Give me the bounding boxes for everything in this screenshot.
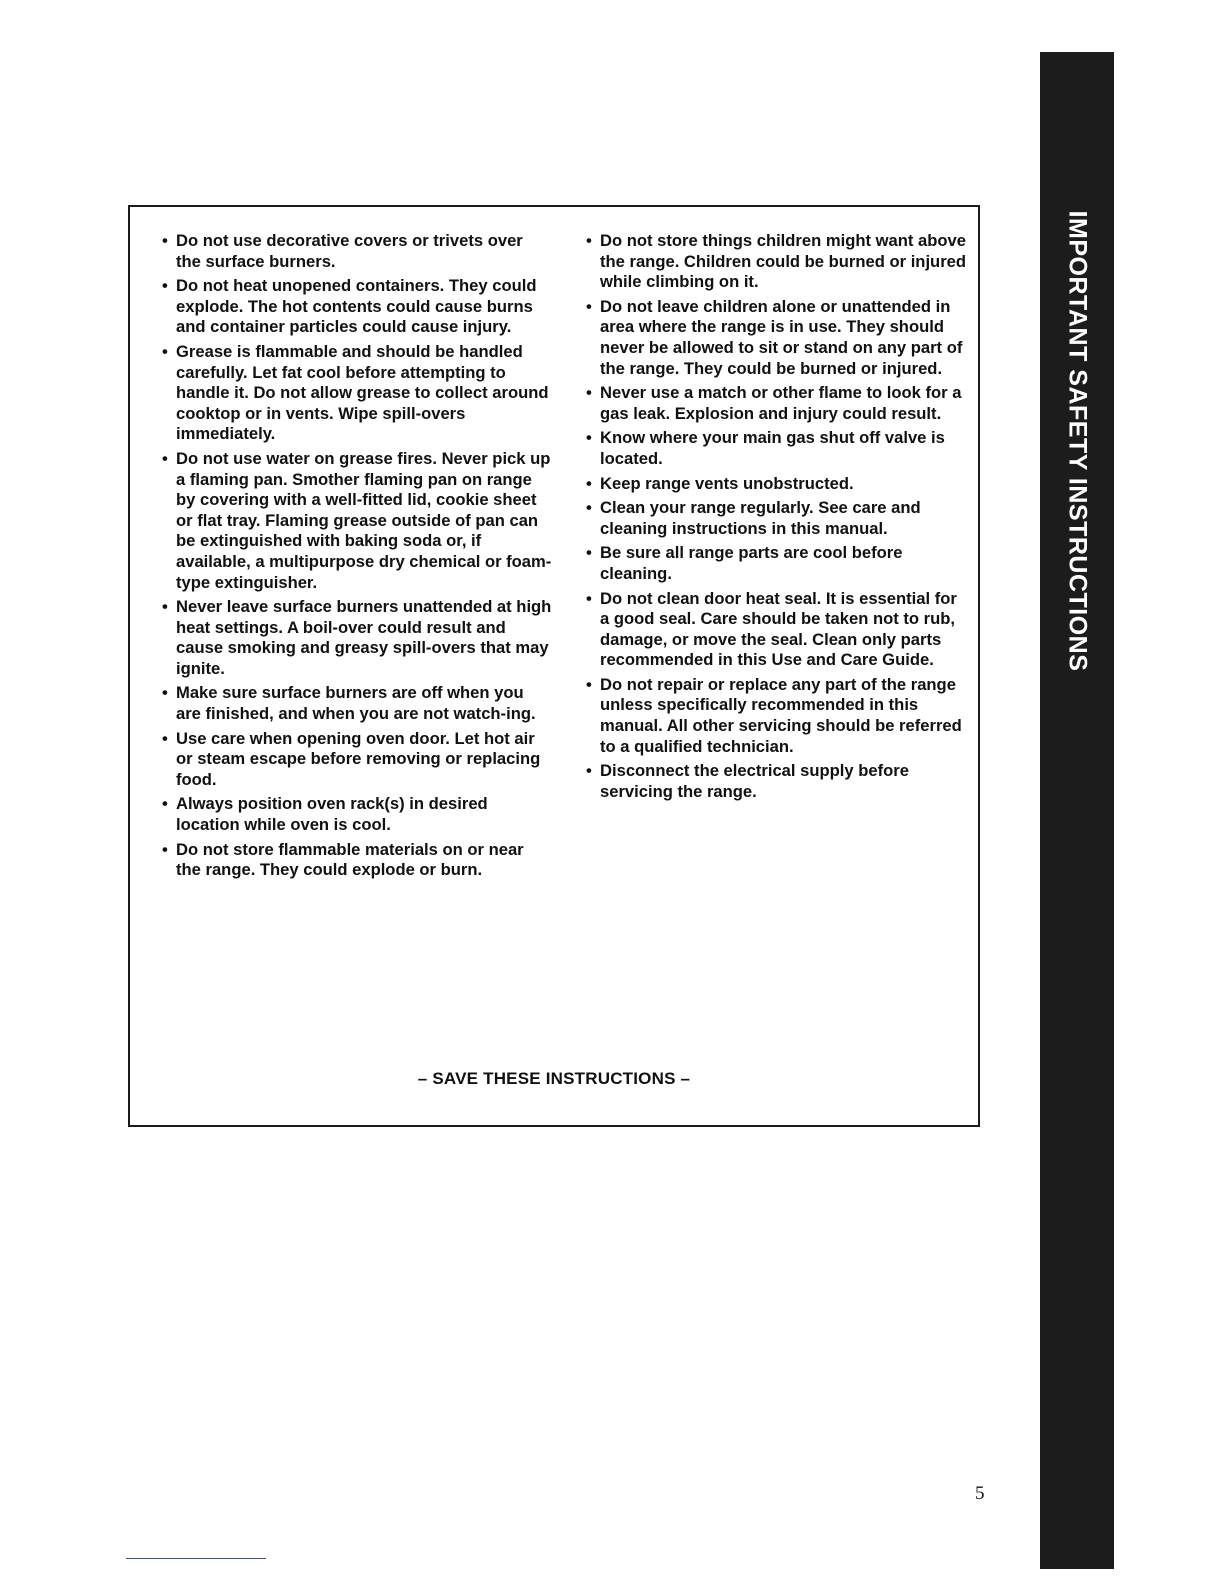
safety-instructions-box <box>128 205 980 1127</box>
instruction-item: • Use care when opening oven door. Let hot air or steam escape before removing or replacing food. <box>162 729 552 791</box>
instruction-item: • Do not heat unopened containers. They could explode. The hot contents could cause burns and container particles could cause injury. <box>162 276 552 338</box>
save-instructions-notice: – SAVE THESE INSTRUCTIONS – <box>417 1069 691 1088</box>
footer-rule <box>126 1558 266 1559</box>
instruction-item: • Grease is flammable and should be handled carefully. Let fat cool before attempting to handle it. Do not allow grease to collect around cooktop or in vents. Wipe spill-overs immediately. <box>162 342 552 445</box>
instruction-item: • Disconnect the electrical supply before servicing the range. <box>586 761 966 802</box>
instruction-item: • Never use a match or other flame to look for a gas leak. Explosion and injury could result. <box>586 383 966 424</box>
instruction-item: • Do not use decorative covers or trivets over the surface burners. <box>162 231 552 272</box>
section-side-tab-label: IMPORTANT SAFETY INSTRUCTIONS <box>1063 210 1092 672</box>
instructions-left-column <box>162 231 552 885</box>
instruction-item: • Clean your range regularly. See care and cleaning instructions in this manual. <box>586 498 966 539</box>
instruction-item: • Keep range vents unobstructed. <box>586 474 966 495</box>
instruction-item: • Do not leave children alone or unattended in area where the range is in use. They should never be allowed to sit or stand on any part of the range. They could be burned or injured. <box>586 297 966 379</box>
instruction-item: • Do not use water on grease fires. Never pick up a flaming pan. Smother flaming pan on range by covering with a well-fitted lid, cookie sheet or flat tray. Flaming grease outside of pan can be extinguished with baking soda or, if available, a multipurpose dry chemical or foam-type extinguisher. <box>162 449 552 593</box>
instructions-right-column <box>586 231 966 806</box>
page-number: 5 <box>975 1483 985 1504</box>
instruction-item: • Do not store things children might want above the range. Children could be burned or injured while climbing on it. <box>586 231 966 293</box>
instruction-item: • Be sure all range parts are cool before cleaning. <box>586 543 966 584</box>
section-side-tab <box>1040 52 1114 1569</box>
instruction-item: • Do not clean door heat seal. It is essential for a good seal. Care should be taken not to rub, damage, or move the seal. Clean only parts recommended in this Use and Care Guide. <box>586 589 966 671</box>
instruction-item: • Know where your main gas shut off valve is located. <box>586 428 966 469</box>
instruction-item: • Do not repair or replace any part of the range unless specifically recommended in this manual. All other servicing should be referred to a qualified technician. <box>586 675 966 757</box>
instruction-item: • Always position oven rack(s) in desired location while oven is cool. <box>162 794 552 835</box>
instruction-item: • Never leave surface burners unattended at high heat settings. A boil-over could result and cause smoking and greasy spill-overs that may ignite. <box>162 597 552 679</box>
instruction-item: • Do not store flammable materials on or near the range. They could explode or burn. <box>162 840 552 881</box>
instruction-item: • Make sure surface burners are off when you are finished, and when you are not watch-ing. <box>162 683 552 724</box>
